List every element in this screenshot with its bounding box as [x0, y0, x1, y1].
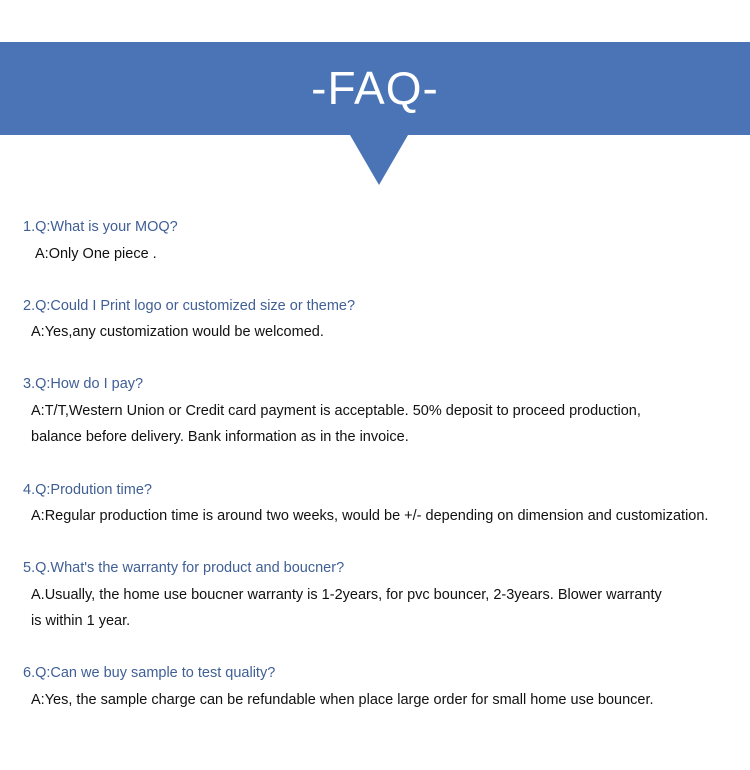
faq-question-3: 3.Q:How do I pay? [23, 376, 144, 392]
faq-answer-1-line-1: A:Only One piece . [35, 246, 157, 262]
page-title: -FAQ- [311, 62, 439, 114]
faq-answer-6-line-1: A:Yes, the sample charge can be refundable when place large order for small home use bouncer. [31, 692, 654, 708]
faq-answer-2-line-1: A:Yes,any customization would be welcomed. [31, 324, 324, 340]
faq-question-6: 6.Q:Can we buy sample to test quality? [23, 665, 276, 681]
faq-answer-4-line-1: A:Regular production time is around two weeks, would be +/- depending on dimension and customization. [31, 508, 709, 524]
faq-answer-3-line-1: A:T/T,Western Union or Credit card payment is acceptable. 50% deposit to proceed production, [31, 403, 641, 419]
faq-question-1: 1.Q:What is your MOQ? [23, 219, 178, 235]
faq-question-4: 4.Q:Prodution time? [23, 482, 152, 498]
faq-answer-5-line-1: A.Usually, the home use boucner warranty is 1-2years, for pvc bouncer, 2-3years. Blower warranty [31, 587, 662, 603]
faq-answer-5-line-2: is within 1 year. [31, 613, 131, 629]
faq-answer-3-line-2: balance before delivery. Bank information as in the invoice. [31, 429, 409, 445]
faq-banner [0, 42, 750, 135]
faq-question-2: 2.Q:Could I Print logo or customized size or theme? [23, 298, 356, 314]
banner-pointer-triangle [350, 135, 408, 185]
faq-question-5: 5.Q.What's the warranty for product and boucner? [23, 560, 345, 576]
